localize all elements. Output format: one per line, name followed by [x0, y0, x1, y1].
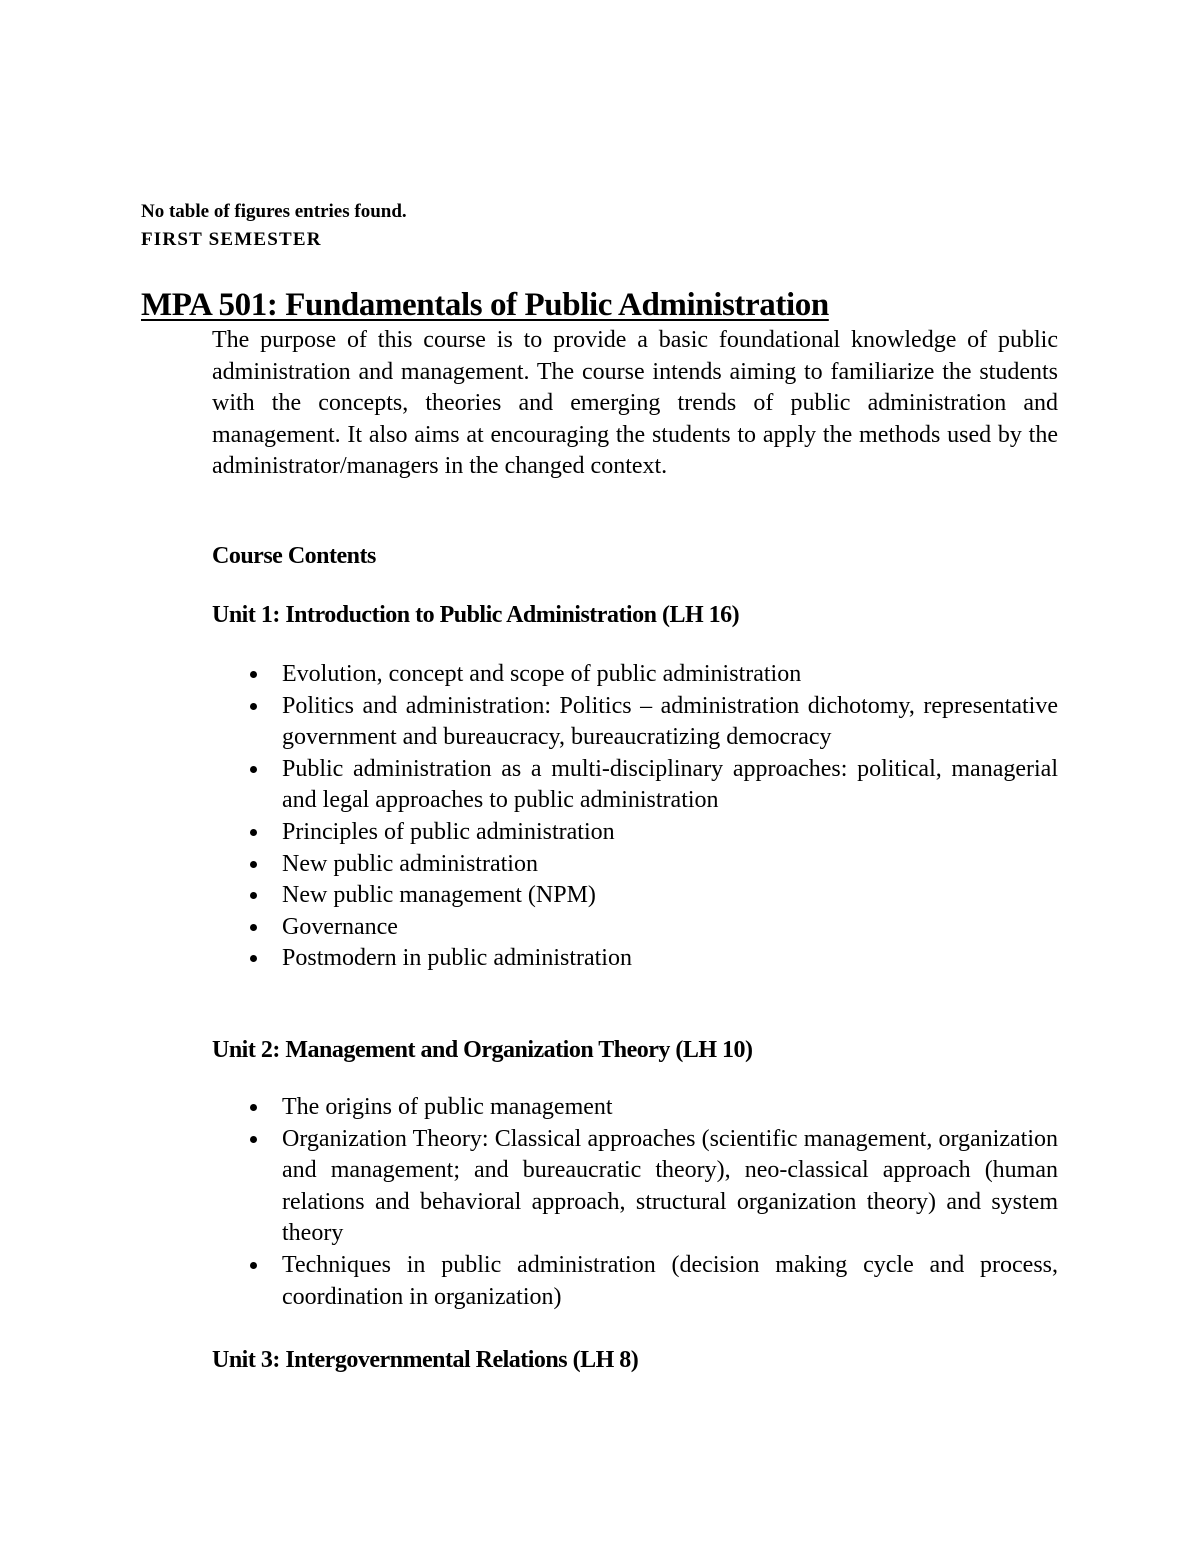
list-item: [212, 659, 1058, 691]
list-item: [212, 880, 1058, 912]
course-description: The purpose of this course is to provide a basic foundational knowledge of public administration and management. The course intends aiming to familiarize the students with the concepts, theories and emerging trends of public administration and management. It also aims at encouraging the students to apply the methods used by the administrator/managers in the changed context.: [212, 327, 1058, 480]
list-item: [212, 849, 1058, 881]
list-item-text: Organization Theory: Classical approaches (scientific management, organization and management; and bureaucratic theory), neo-classical approach (human relations and behavioral approach, structural organization theory) and system theory: [282, 1125, 1058, 1247]
bullet-icon: [250, 892, 257, 899]
bullet-icon: [250, 924, 257, 931]
unit-1-topic-list: [212, 659, 1058, 975]
list-item-text: Public administration as a multi-disciplinary approaches: political, managerial and legal approaches to public administration: [282, 755, 1058, 814]
bullet-icon: [250, 671, 257, 678]
bullet-icon: [250, 703, 257, 710]
list-item-text: Evolution, concept and scope of public administration: [282, 661, 802, 687]
list-item: [212, 817, 1058, 849]
table-of-figures-notice: No table of figures entries found.: [141, 201, 407, 222]
unit-2-heading: Unit 2: Management and Organization Theory (LH 10): [212, 1037, 753, 1063]
bullet-icon: [250, 1136, 257, 1143]
unit-3-heading: Unit 3: Intergovernmental Relations (LH 8): [212, 1347, 639, 1373]
unit-2-topic-list: [212, 1092, 1058, 1313]
bullet-icon: [250, 1262, 257, 1269]
list-item: [212, 1250, 1058, 1313]
list-item-text: Politics and administration: Politics – administration dichotomy, representative government and bureaucracy, bureaucratizing democracy: [282, 692, 1058, 751]
list-item-text: Governance: [282, 913, 398, 940]
bullet-icon: [250, 829, 257, 836]
course-title: MPA 501: Fundamentals of Public Administration: [141, 287, 829, 323]
list-item: [212, 691, 1058, 754]
list-item: [212, 1092, 1058, 1124]
unit-1-heading: Unit 1: Introduction to Public Administration (LH 16): [212, 602, 740, 628]
list-item-text: New public management (NPM): [282, 882, 596, 909]
bullet-icon: [250, 766, 257, 773]
course-contents-heading: Course Contents: [212, 543, 376, 569]
bullet-icon: [250, 861, 257, 868]
list-item-text: The origins of public management: [282, 1094, 613, 1120]
list-item: [212, 1124, 1058, 1250]
semester-label: FIRST SEMESTER: [141, 229, 322, 250]
list-item-text: Principles of public administration: [282, 818, 615, 845]
list-item-text: New public administration: [282, 850, 538, 877]
list-item: [212, 943, 1058, 975]
bullet-icon: [250, 955, 257, 962]
list-item-text: Postmodern in public administration: [282, 945, 632, 972]
list-item: [212, 754, 1058, 817]
list-item-text: Techniques in public administration (decision making cycle and process, coordination in organization): [282, 1251, 1058, 1310]
bullet-icon: [250, 1104, 257, 1111]
list-item: [212, 912, 1058, 944]
